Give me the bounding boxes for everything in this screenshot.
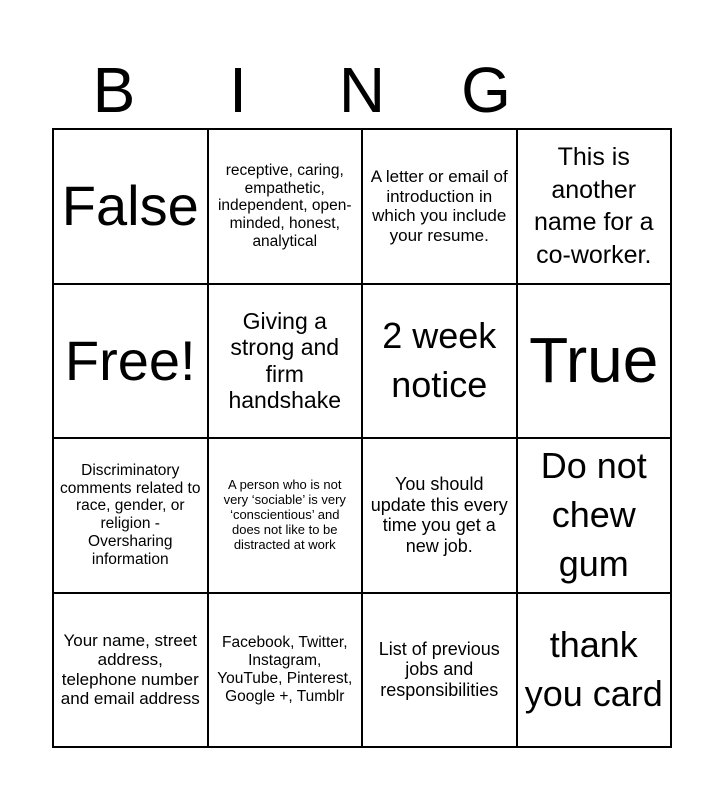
bingo-cell[interactable]: receptive, caring, empathetic, independent, open-minded, honest, analytical: [208, 129, 363, 284]
title-letter-g: G: [461, 54, 511, 126]
bingo-title: [52, 50, 672, 130]
bingo-cell[interactable]: List of previous jobs and responsibilities: [362, 593, 517, 748]
bingo-cell[interactable]: 2 week notice: [362, 284, 517, 439]
bingo-cell[interactable]: Your name, street address, telephone number and email address: [53, 593, 208, 748]
bingo-cell[interactable]: True: [517, 284, 672, 439]
bingo-board: [52, 128, 672, 748]
free-space[interactable]: Free!: [53, 284, 208, 439]
bingo-cell[interactable]: You should update this every time you get a new job.: [362, 438, 517, 593]
bingo-cell[interactable]: Giving a strong and firm handshake: [208, 284, 363, 439]
bingo-cell[interactable]: Discriminatory comments related to race, gender, or religion - Oversharing information: [53, 438, 208, 593]
title-letter-n: N: [338, 54, 386, 126]
bingo-cell[interactable]: This is another name for a co-worker.: [517, 129, 672, 284]
bingo-cell[interactable]: thank you card: [517, 593, 672, 748]
bingo-cell[interactable]: False: [53, 129, 208, 284]
bingo-cell[interactable]: A letter or email of introduction in which you include your resume.: [362, 129, 517, 284]
title-letter-b: B: [92, 54, 136, 126]
bingo-cell[interactable]: A person who is not very ‘sociable’ is very ‘conscientious’ and does not like to be distracted at work: [208, 438, 363, 593]
bingo-cell[interactable]: Facebook, Twitter, Instagram, YouTube, Pinterest, Google +, Tumblr: [208, 593, 363, 748]
title-letter-i: I: [229, 54, 247, 126]
bingo-cell[interactable]: Do not chew gum: [517, 438, 672, 593]
